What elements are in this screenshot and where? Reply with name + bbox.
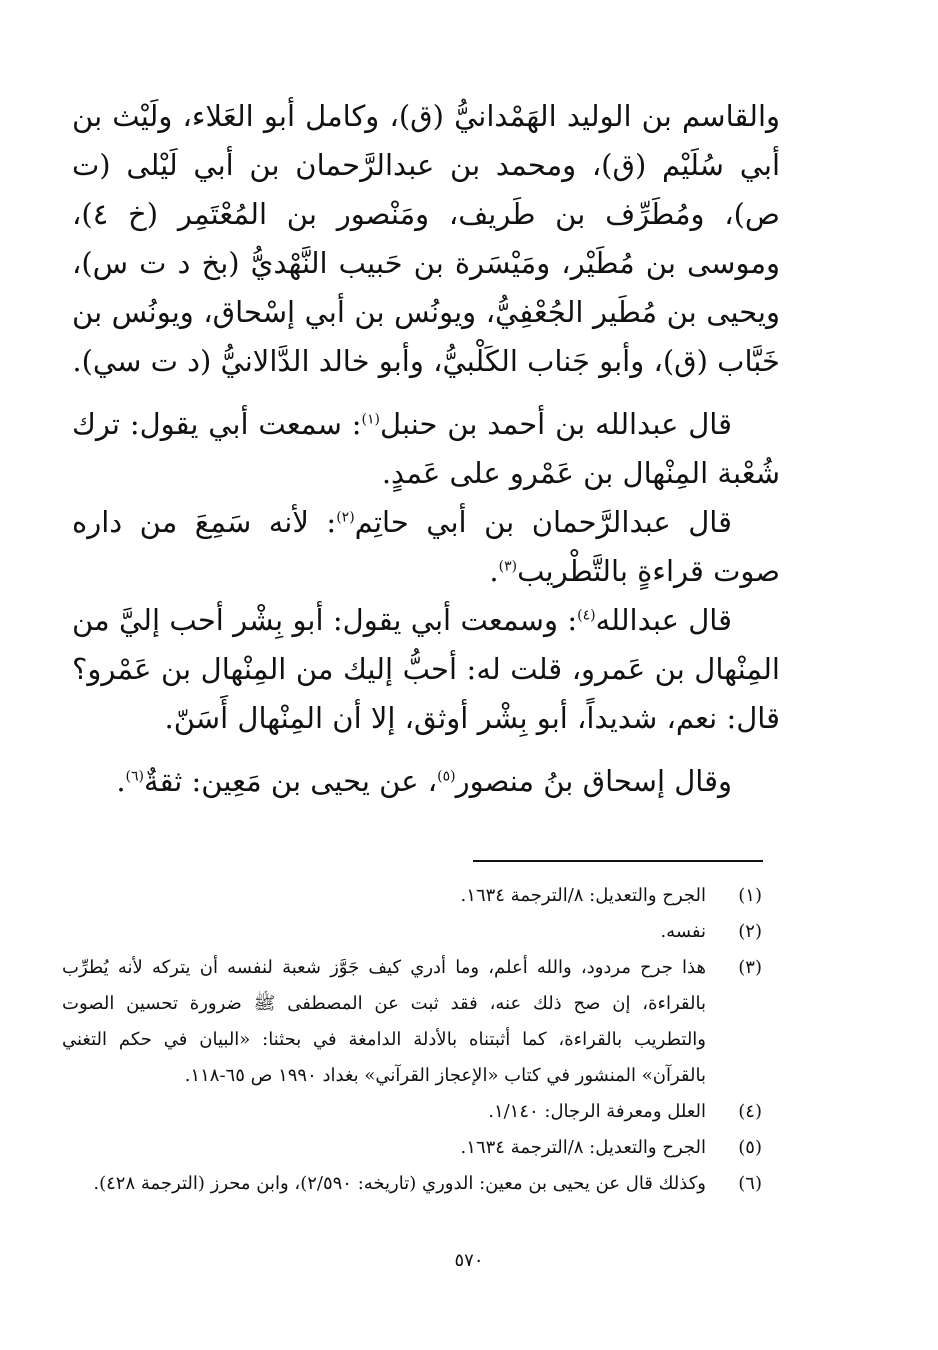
footnote-4	[62, 1094, 762, 1130]
footnote-ref: (٦)	[125, 768, 145, 785]
quote-text-end: .	[116, 764, 126, 798]
footnote-number: (٦)	[738, 1173, 762, 1194]
footnote-ref: (٤)	[577, 607, 596, 624]
quote-text-after: : سمعت أبي يقول: ترك شُعْبة المِنْهال بن عَمْرو على عَمدٍ.	[72, 407, 780, 490]
footnote-text: هذا جرح مردود، والله أعلم، وما أدري كيف جَوَّز شعبة لنفسه أن يتركه لأنه يُطرِّب بالقراءة، إن صح ذلك عنه، فقد ثبت عن المصطفى ﷺ ضرورة تحسين الصوت والتطريب بالقراءة، كما أثبتناه بالأدلة الدامغة في بحثنا: «البيان في حكم التغني بالقرآن» المنشور في كتاب «الإعجاز القرآني» بغداد ١٩٩٠ ص ٦٥-١١٨.	[62, 957, 706, 1086]
quote-text-after: : لأنه سَمِعَ من داره صوت قراءةٍ بالتَّطْريب	[72, 505, 780, 588]
footnote-text: العلل ومعرفة الرجال: ١/١٤٠.	[488, 1101, 706, 1122]
footnote-3	[62, 950, 762, 1094]
quote-abi-hatim	[72, 498, 780, 596]
footnote-ref: (٢)	[336, 509, 355, 526]
footnote-number: (٣)	[738, 957, 762, 978]
footnote-5	[62, 1130, 762, 1166]
main-body	[72, 92, 780, 806]
quote-ahmad	[72, 400, 780, 498]
footnote-number: (٤)	[738, 1101, 762, 1122]
footnote-text: الجرح والتعديل: ٨/الترجمة ١٦٣٤.	[460, 1137, 706, 1158]
page-number: ٥٧٠	[454, 1250, 484, 1271]
footnotes	[62, 878, 762, 1202]
quote-text-before: قال عبدالله	[595, 603, 732, 637]
footnote-separator	[473, 860, 763, 862]
quote-ishaq	[72, 757, 780, 806]
footnote-2	[62, 914, 762, 950]
footnote-text: نفسه.	[660, 921, 706, 942]
footnote-ref: (٣)	[498, 558, 518, 575]
footnote-text: الجرح والتعديل: ٨/الترجمة ١٦٣٤.	[460, 885, 706, 906]
main-text	[72, 92, 780, 806]
footnote-number: (٥)	[738, 1137, 762, 1158]
narrators-paragraph: والقاسم بن الوليد الهَمْدانيُّ (ق)، وكامل أبو العَلاء، ولَيْث بن أبي سُلَيْم (ق)، ومحمد بن عبدالرَّحمان بن أبي لَيْلى (ت ص)، ومُطَرِّف بن طَريف، ومَنْصور بن المُعْتَمِر (خ ٤)، وموسى بن مُطَيْر، ومَيْسَرة بن حَبيب النَّهْديُّ (بخ د ت س)، ويحيى بن مُطَير الجُعْفِيُّ، ويونُس بن أبي إسْحاق، ويونُس بن خَبَّاب (ق)، وأبو جَناب الكَلْبيُّ، وأبو خالد الدَّالانيُّ (د ت سي).	[72, 99, 780, 378]
quote-abdullah	[72, 596, 780, 743]
quote-text-after: : وسمعت أبي يقول: أبو بِشْر أحب إليَّ من المِنْهال بن عَمرو، قلت له: أحبُّ إليك من المِنْهال بن عَمْرو؟ قال: نعم، شديداً، أبو بِشْر أوثق، إلا أن المِنْهال أَسَنّ.	[72, 603, 780, 735]
footnote-6	[62, 1166, 762, 1202]
quote-text-before: قال عبدالله بن أحمد بن حنبل	[380, 407, 733, 441]
quote-text-before: قال عبدالرَّحمان بن أبي حاتِم	[354, 505, 732, 539]
footnote-ref: (١)	[361, 411, 381, 428]
footnote-text: وكذلك قال عن يحيى بن معين: الدوري (تاريخه: ٢/٥٩٠)، وابن محرز (الترجمة ٤٢٨).	[93, 1173, 706, 1194]
footnote-ref: (٥)	[437, 768, 456, 785]
quote-text-after: ، عن يحيى بن مَعِين: ثقةٌ	[144, 764, 438, 798]
quote-text-end: .	[489, 554, 499, 588]
footnote-number: (٢)	[738, 921, 762, 942]
footnote-1	[62, 878, 762, 914]
quote-text-before: وقال إسحاق بنُ منصور	[455, 764, 732, 798]
footnote-number: (١)	[738, 885, 762, 906]
